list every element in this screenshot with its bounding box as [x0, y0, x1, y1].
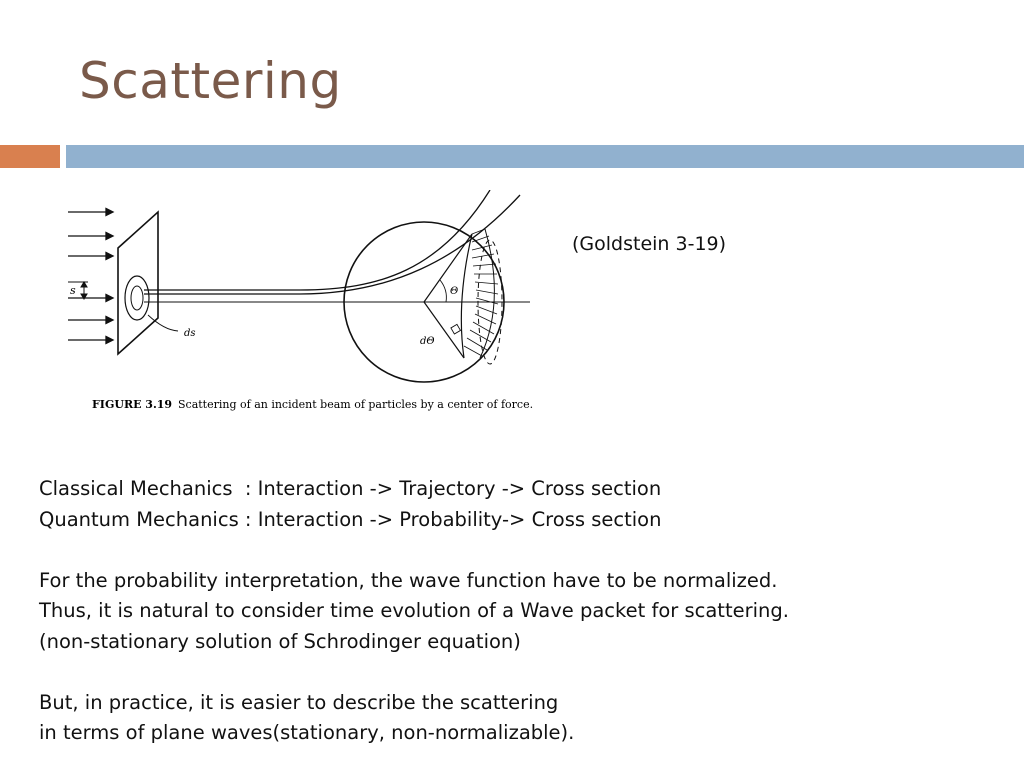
- target-plate: [118, 212, 158, 354]
- body-line: Quantum Mechanics : Interaction -> Probability-> Cross section: [39, 507, 662, 531]
- body-line: But, in practice, it is easier to describe the scattering: [39, 690, 559, 714]
- body-line: [39, 535, 999, 566]
- symbol-ds: ds: [184, 328, 196, 339]
- body-line: [39, 657, 999, 688]
- slide-body: [39, 474, 999, 749]
- figure-caption: Scattering of an incident beam of particles by a center of force.: [178, 398, 534, 411]
- accent-bar-blue: [66, 145, 1024, 168]
- body-line: in terms of plane waves(stationary, non-normalizable).: [39, 721, 575, 744]
- body-line: Classical Mechanics : Interaction -> Trajectory -> Cross section: [39, 477, 662, 500]
- incident-beam-arrows: [68, 209, 113, 344]
- symbol-dtheta: dΘ: [420, 336, 435, 347]
- symbol-s: s: [70, 284, 76, 297]
- body-line: For the probability interpretation, the wave function have to be normalized.: [39, 568, 778, 592]
- figure-label: FIGURE 3.19: [92, 398, 173, 411]
- annulus-inner: [131, 286, 143, 310]
- body-line: (non-stationary solution of Schrodinger equation): [39, 629, 521, 653]
- body-line: Thus, it is natural to consider time evolution of a Wave packet for scattering.: [39, 599, 789, 622]
- accent-bar-orange: [0, 145, 60, 168]
- slide-title: Scattering: [79, 52, 342, 110]
- annulus-outer: [125, 276, 149, 320]
- figure-reference: (Goldstein 3-19): [572, 233, 727, 255]
- symbol-theta: Θ: [450, 286, 459, 297]
- scattering-figure: [60, 190, 540, 420]
